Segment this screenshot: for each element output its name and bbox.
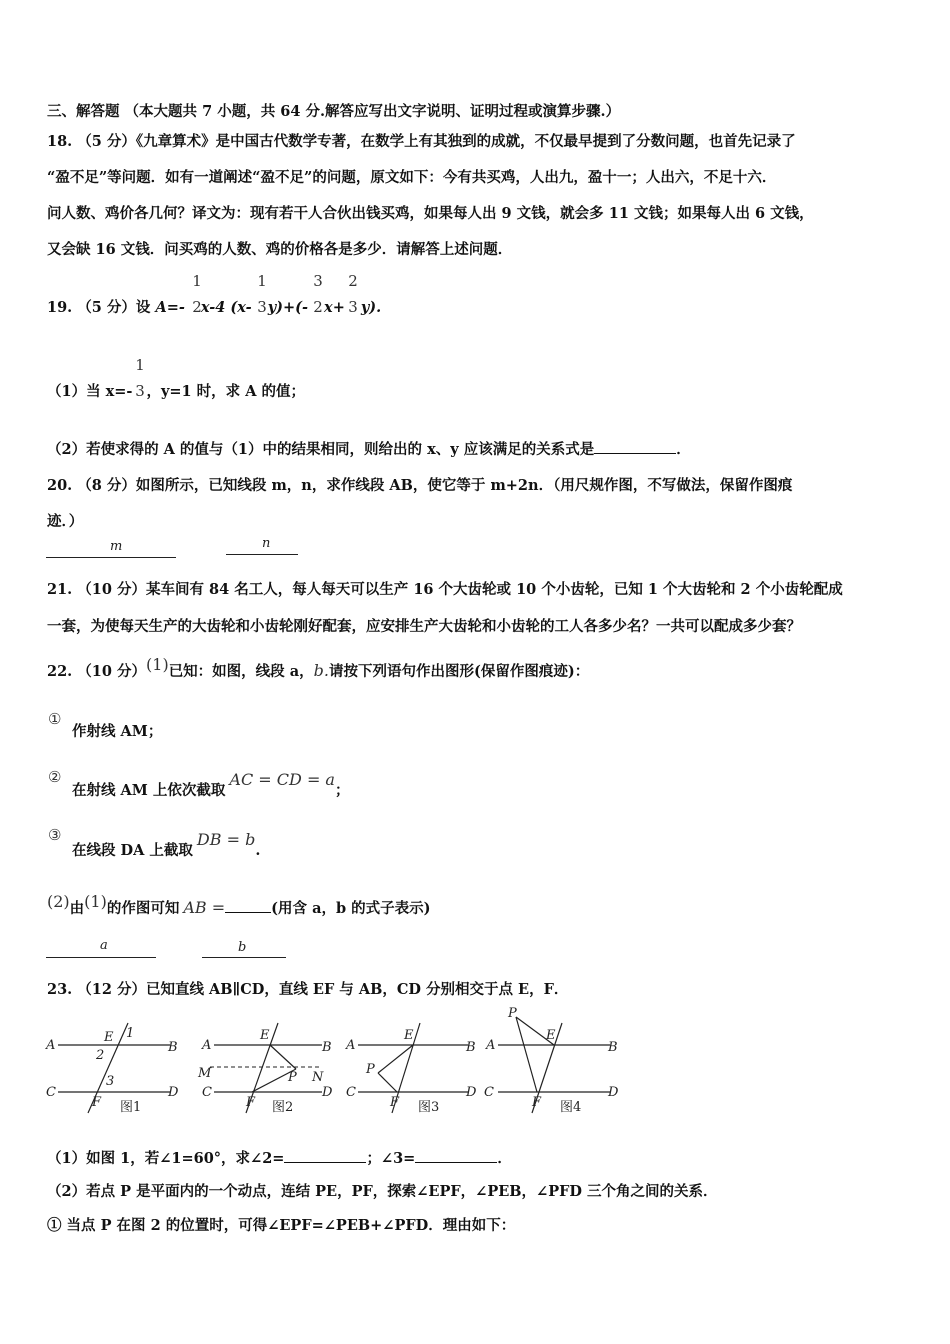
fig1-label-e: E bbox=[104, 1030, 114, 1045]
step2-marker: ② bbox=[48, 768, 62, 786]
fig1-angle-1: 1 bbox=[126, 1026, 135, 1041]
fig2-caption: 图2 bbox=[272, 1100, 294, 1115]
figure-2 bbox=[197, 1023, 333, 1115]
q21-line1: 21. （10 分）某车间有 84 名工人，每人每天可以生产 16 个大齿轮或 10 个小齿轮，已知 1 个大齿轮和 2 个小齿轮配成 bbox=[47, 581, 843, 598]
fig3-line-pf bbox=[378, 1073, 397, 1092]
q22-answer-blank[interactable] bbox=[225, 912, 271, 913]
fig3-label-d: D bbox=[466, 1085, 477, 1100]
q22-step4b: 的作图可知 bbox=[106, 900, 180, 917]
q22-step4-ref: (1) bbox=[84, 892, 107, 911]
q22-prefix: 22. （10 分） bbox=[47, 663, 147, 680]
q22-step3-end: . bbox=[255, 842, 261, 859]
q22-step4a: 由 bbox=[69, 900, 85, 917]
fig1-angle-3: 3 bbox=[106, 1074, 115, 1089]
fig3-label-f: F bbox=[390, 1095, 400, 1110]
q19-sub2-text: （2）若使求得的 A 的值与（1）中的结果相同，则给出的 x、y 应该满足的关系式是 bbox=[47, 441, 595, 458]
segment-a bbox=[46, 957, 156, 958]
fig2-label-m: M bbox=[198, 1066, 212, 1081]
fig2-label-n: N bbox=[312, 1070, 324, 1085]
segment-b bbox=[202, 957, 286, 958]
fig4-label-e: E bbox=[546, 1028, 556, 1043]
fig3-caption: 图3 bbox=[418, 1100, 440, 1115]
fig1-angle-2: 2 bbox=[96, 1048, 105, 1063]
fraction-1-3: 1 3 bbox=[257, 272, 267, 316]
q19-sub1-pre: （1）当 x=- bbox=[47, 383, 133, 400]
fraction-2-3: 2 3 bbox=[348, 272, 358, 316]
segment-a-label: a bbox=[100, 938, 108, 953]
fig4-label-c: C bbox=[484, 1085, 494, 1100]
step1-marker: ① bbox=[48, 710, 62, 728]
q22-step2-end: ； bbox=[334, 782, 350, 799]
fig4-label-d: D bbox=[608, 1085, 619, 1100]
q22-part2 bbox=[47, 892, 431, 919]
fig3-label-b: B bbox=[466, 1040, 476, 1055]
q19-expr5: y). bbox=[360, 299, 382, 316]
q22-step4-math: AB = bbox=[183, 898, 226, 917]
figure-3 bbox=[345, 1023, 477, 1115]
fig1-label-d: D bbox=[168, 1085, 179, 1100]
q22-stem bbox=[47, 655, 590, 682]
step3-marker: ③ bbox=[48, 826, 62, 844]
fig1-label-c: C bbox=[46, 1085, 56, 1100]
q18-line1: 18. （5 分）《九章算术》是中国古代数学专著，在数学上有其独到的成就，不仅最早提到了分数问题，也首先记录了 bbox=[47, 133, 796, 150]
fig2-label-d: D bbox=[322, 1085, 333, 1100]
q19-sub1-post: ，y=1 时，求 A 的值； bbox=[146, 383, 306, 400]
q23-sub1b: ；∠3= bbox=[366, 1150, 416, 1167]
fig2-label-f: F bbox=[246, 1095, 256, 1110]
segment-n-label: n bbox=[262, 536, 271, 551]
q19-expr4: x+ bbox=[324, 299, 345, 316]
q22-b: b. bbox=[313, 661, 329, 680]
q19-sub2 bbox=[47, 440, 691, 460]
q23-sub3: ① 当点 P 在图 2 的位置时，可得∠EPF=∠PEB+∠PFD．理由如下： bbox=[47, 1217, 516, 1234]
q20-line1: 20. （8 分）如图所示，已知线段 m，n，求作线段 AB，使它等于 m+2n．（用尺规作图，不写做法，保留作图痕 bbox=[47, 477, 793, 494]
q22-step2-math: AC = CD = a bbox=[229, 770, 335, 789]
q23-sub1 bbox=[47, 1149, 512, 1169]
q22-step1: 作射线 AM； bbox=[72, 723, 163, 740]
q22-step2-text: 在射线 AM 上依次截取 bbox=[72, 782, 226, 799]
fraction-1-2: 1 2 bbox=[192, 272, 202, 316]
q22-step2 bbox=[72, 770, 350, 801]
q22-step3 bbox=[72, 830, 261, 861]
fig1-label-b: B bbox=[168, 1040, 178, 1055]
fig2-label-a: A bbox=[202, 1038, 212, 1053]
fig2-label-e: E bbox=[260, 1028, 270, 1043]
q21-line2: 一套，为使每天生产的大齿轮和小齿轮刚好配套，应安排生产大齿轮和小齿轮的工人各多少名？一共可以配成多少套？ bbox=[47, 618, 801, 635]
q18-line4: 又会缺 16 文钱．问买鸡的人数、鸡的价格各是多少．请解答上述问题． bbox=[47, 241, 513, 258]
q22-step3-math: DB = b bbox=[196, 830, 256, 849]
q18-line3: 问人数、鸡价各几何？译文为：现有若干人合伙出钱买鸡，如果每人出 9 文钱，就会多 11 文钱；如果每人出 6 文钱， bbox=[47, 205, 814, 222]
q19-expr2: x-4 (x- bbox=[200, 299, 252, 316]
fig4-label-b: B bbox=[608, 1040, 618, 1055]
fig2-line-pe bbox=[270, 1045, 296, 1069]
segment-m bbox=[46, 557, 176, 558]
fig2-label-b: B bbox=[322, 1040, 332, 1055]
fig4-label-p: P bbox=[508, 1006, 517, 1021]
fig3-line-pe bbox=[378, 1045, 413, 1073]
q23-sub1a: （1）如图 1，若∠1=60°，求∠2= bbox=[47, 1150, 285, 1167]
q19-prefix: 19. （5 分）设 bbox=[47, 299, 156, 316]
q19-expr3: y)+(- bbox=[267, 299, 309, 316]
q23-angle2-blank[interactable] bbox=[284, 1162, 366, 1163]
q22-text1: 已知：如图，线段 a， bbox=[168, 663, 314, 680]
q23-stem: 23. （12 分）已知直线 AB∥CD，直线 EF 与 AB，CD 分别相交于点 E，F． bbox=[47, 981, 569, 998]
fig1-label-f: F bbox=[92, 1095, 102, 1110]
q23-sub2: （2）若点 P 是平面内的一个动点，连结 PE，PF，探索∠EPF，∠PEB，∠PFD 三个角之间的关系． bbox=[47, 1183, 718, 1200]
q19-sub1 bbox=[47, 382, 305, 402]
segment-b-label: b bbox=[238, 940, 247, 955]
section-heading: 三、解答题 （本大题共 7 小题，共 64 分.解答应写出文字说明、证明过程或演算步骤.） bbox=[47, 103, 621, 120]
fig3-label-p: P bbox=[366, 1062, 375, 1077]
q22-paren: (保留作图痕迹) bbox=[473, 663, 575, 680]
q18-line2: “盈不足”等问题．如有一道阐述“盈不足”的问题，原文如下：今有共买鸡，人出九，盈十一；人出六，不足十六． bbox=[47, 169, 777, 186]
q22-text2: 请按下列语句作出图形 bbox=[328, 663, 474, 680]
q22-part1-marker: (1) bbox=[146, 655, 169, 674]
fig2-label-p: P bbox=[288, 1070, 297, 1085]
q23-sub1c: ． bbox=[497, 1150, 512, 1167]
segment-m-label: m bbox=[110, 539, 123, 554]
fraction-3-2: 3 2 bbox=[313, 272, 323, 316]
q19-expr1: A=- bbox=[155, 299, 185, 316]
q23-figures bbox=[40, 1005, 640, 1125]
q22-step4c: (用含 a，b 的式子表示) bbox=[271, 900, 431, 917]
figure-4 bbox=[484, 1006, 619, 1115]
q19-answer-blank[interactable] bbox=[594, 453, 676, 454]
fig4-line-pf bbox=[516, 1017, 537, 1092]
q20-line2: 迹．） bbox=[47, 513, 84, 530]
q23-angle3-blank[interactable] bbox=[415, 1162, 497, 1163]
figure-1 bbox=[45, 1023, 179, 1115]
q19-stem bbox=[47, 298, 381, 318]
q22-part2-marker: (2) bbox=[47, 892, 70, 911]
segment-n bbox=[226, 554, 298, 555]
fig2-label-c: C bbox=[202, 1085, 212, 1100]
fig4-label-f: F bbox=[532, 1095, 542, 1110]
fig4-caption: 图4 bbox=[560, 1100, 582, 1115]
fig3-label-a: A bbox=[346, 1038, 356, 1053]
fig4-label-a: A bbox=[486, 1038, 496, 1053]
fig3-label-c: C bbox=[346, 1085, 356, 1100]
q22-colon: ： bbox=[574, 663, 590, 680]
fraction-x-value: 1 3 bbox=[135, 356, 145, 400]
q19-sub2-end: ． bbox=[676, 441, 691, 458]
fig3-label-e: E bbox=[404, 1028, 414, 1043]
fig1-caption: 图1 bbox=[120, 1100, 142, 1115]
q22-step3-text: 在线段 DA 上截取 bbox=[72, 842, 193, 859]
fig1-label-a: A bbox=[46, 1038, 56, 1053]
